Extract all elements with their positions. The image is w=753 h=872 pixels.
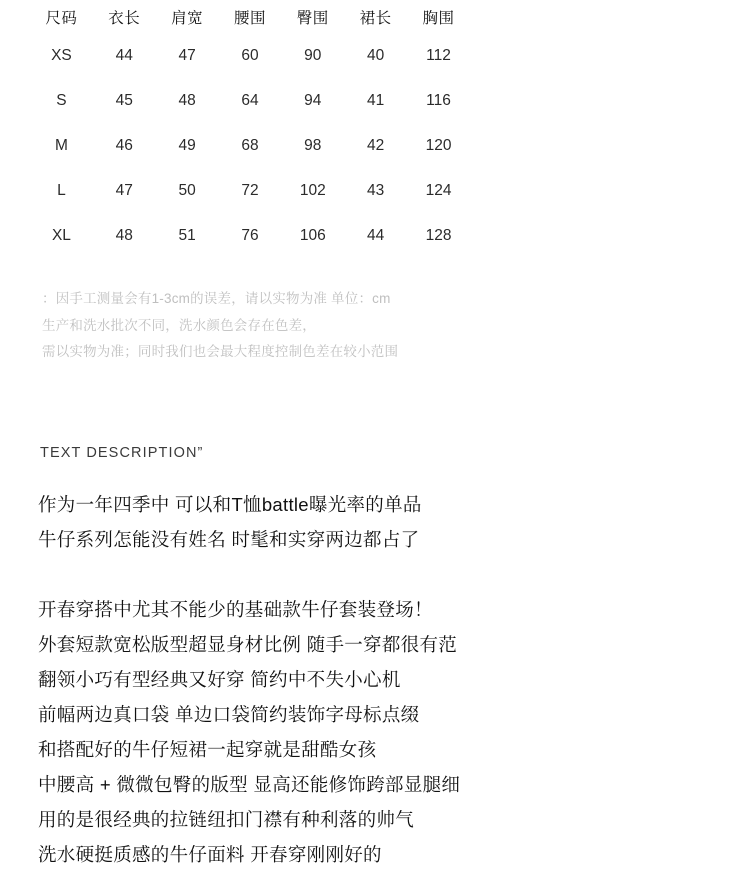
cell-length: 45 [115,91,133,109]
text-description-heading: TEXT DESCRIPTION” [40,445,204,461]
cell-skirtlength: 42 [367,136,385,154]
cell-skirtlength: 41 [367,91,385,109]
description-line: 作为一年四季中 可以和T恤battle曝光率的单品 [38,494,422,515]
cell-waist: 60 [241,46,259,64]
disclaimer-line: 生产和洗水批次不同，洗水颜色会存在色差， [42,317,316,333]
cell-waist: 72 [241,181,259,199]
description-line: 和搭配好的牛仔短裙一起穿就是甜酷女孩 [38,739,377,760]
cell-size: S [56,91,67,109]
column-header-skirtlength: 裙长 [359,9,392,27]
product-description-body [38,487,738,872]
cell-length: 46 [115,136,133,154]
column-header-shoulder: 肩宽 [171,9,204,27]
cell-hip: 98 [304,136,322,154]
cell-waist: 64 [241,91,259,109]
cell-waist: 76 [241,226,259,244]
cell-length: 44 [115,46,133,64]
cell-bust: 120 [425,136,452,154]
cell-bust: 112 [426,46,451,64]
cell-waist: 68 [241,136,259,154]
size-chart-table [30,0,470,258]
table-row [30,168,470,213]
column-header-hip: 臀围 [296,9,329,27]
cell-hip: 94 [304,91,322,109]
description-line: 开春穿搭中尤其不能少的基础款牛仔套装登场！ [38,599,433,620]
table-row [30,123,470,168]
cell-skirtlength: 40 [367,46,385,64]
description-line: 牛仔系列怎能没有姓名 时髦和实穿两边都占了 [38,529,420,550]
paragraph-spacer [38,557,738,592]
cell-bust: 124 [425,181,452,199]
cell-hip: 106 [299,226,326,244]
cell-length: 47 [115,181,133,199]
cell-hip: 90 [304,46,322,64]
disclaimer-line: ：因手工测量会有1-3cm的误差，请以实物为准 单位：cm [42,291,391,306]
cell-skirtlength: 43 [367,181,385,199]
cell-shoulder: 48 [178,91,196,109]
description-line: 外套短款宽松版型超显身材比例 随手一穿都很有范 [38,634,458,655]
cell-size: M [54,136,68,154]
size-chart-body [30,33,470,258]
description-line: 用的是很经典的拉链纽扣门襟有种利落的帅气 [38,809,415,830]
cell-hip: 102 [299,181,326,199]
cell-size: XS [51,46,72,64]
cell-bust: 128 [425,226,452,244]
description-line: 前幅两边真口袋 单边口袋简约装饰字母标点缀 [38,704,420,725]
cell-skirtlength: 44 [367,226,385,244]
table-row [30,78,470,123]
cell-size: L [57,181,66,199]
cell-bust: 116 [426,91,451,109]
table-header-row [30,0,470,33]
disclaimer-line: 需以实物为准；同时我们也会最大程度控制色差在较小范围 [42,344,399,359]
cell-length: 48 [115,226,133,244]
column-header-bust: 胸围 [422,9,455,27]
column-header-waist: 腰围 [233,9,266,27]
cell-shoulder: 49 [178,136,196,154]
table-row [30,213,470,258]
description-line: 中腰高 + 微微包臀的版型 显高还能修饰跨部显腿细 [38,774,461,795]
size-chart-header [30,0,470,33]
table-row [30,33,470,78]
description-line: 洗水硬挺质感的牛仔面料 开春穿刚刚好的 [38,844,382,865]
cell-size: XL [51,226,71,244]
measurement-disclaimer [42,286,682,366]
cell-shoulder: 51 [178,226,196,244]
cell-shoulder: 50 [178,181,196,199]
description-line: 翻领小巧有型经典又好穿 简约中不失小心机 [38,669,401,690]
column-header-length: 衣长 [108,9,141,27]
cell-shoulder: 47 [178,46,196,64]
column-header-size: 尺码 [45,9,78,27]
